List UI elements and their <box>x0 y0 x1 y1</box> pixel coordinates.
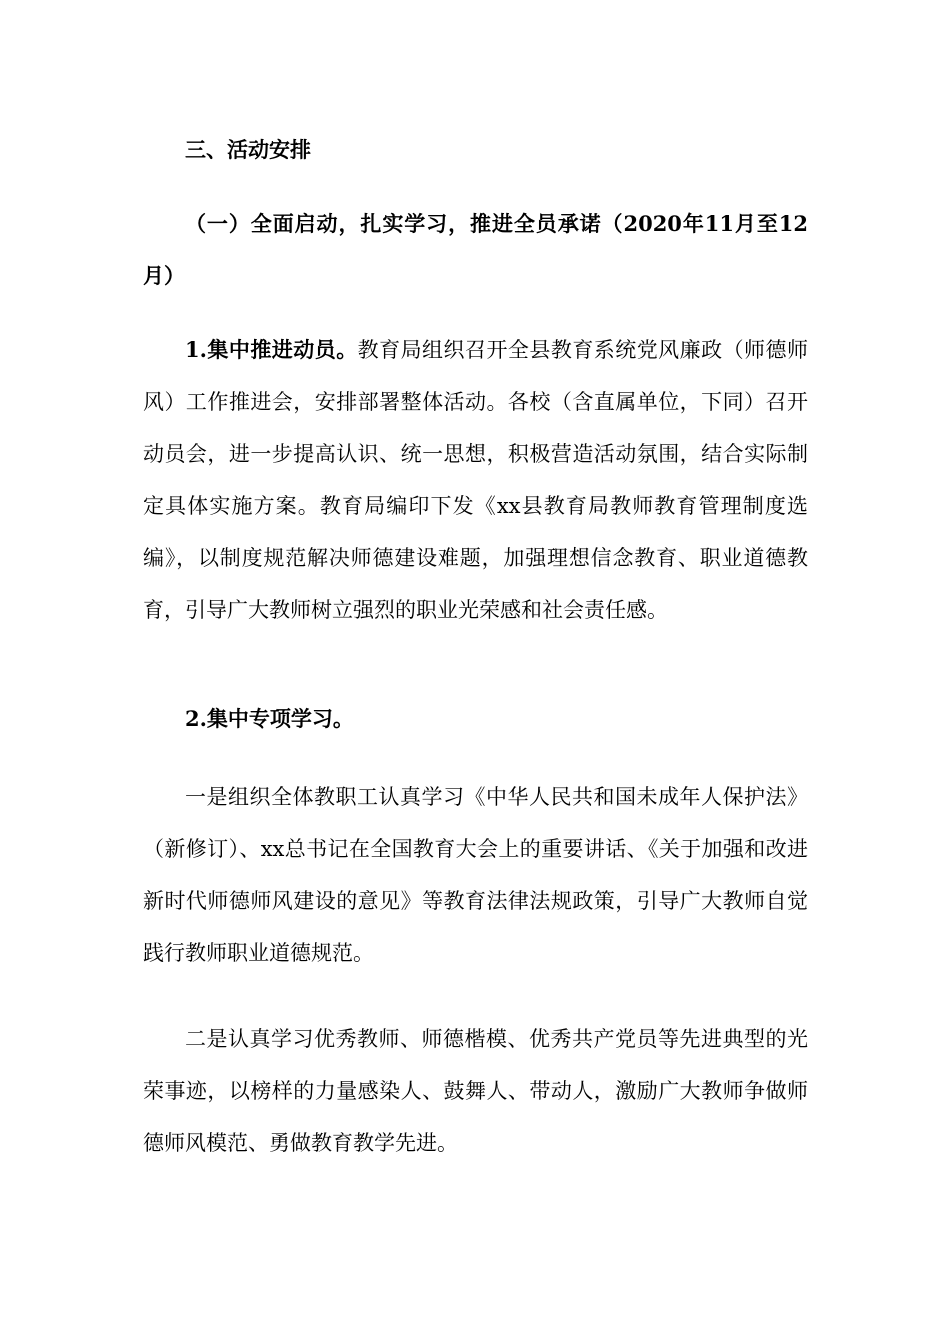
paragraph-two: 二是认真学习优秀教师、师德楷模、优秀共产党员等先进典型的光荣事迹，以榜样的力量感染人、鼓舞人、带动人，激励广大教师争做师德师风模范、勇做教育教学先进。 <box>143 1027 808 1155</box>
paragraph-one: 一是组织全体教职工认真学习《中华人民共和国未成年人保护法》（新修订）、xx总书记在全国教育大会上的重要讲话、《关于加强和改进新时代师德师风建设的意见》等教育法律法规政策，引导广大教师自觉践行教师职业道德规范。 <box>143 785 808 965</box>
item-1-title: 1.集中推进动员。 <box>185 337 358 362</box>
subsection-heading: （一）全面启动，扎实学习，推进全员承诺（2020年11月至12月） <box>143 211 808 288</box>
item-2-title: 2.集中专项学习。 <box>185 706 354 731</box>
item-1-body: 教育局组织召开全县教育系统党风廉政（师德师风）工作推进会，安排部署整体活动。各校（含直属单位，下同）召开动员会，进一步提高认识、统一思想，积极营造活动氛围，结合实际制定具体实施方案。教育局编印下发《xx县教育局教师教育管理制度选编》，以制度规范解决师德建设难题，加强理想信念教育、职业道德教育，引导广大教师树立强烈的职业光荣感和社会责任感。 <box>143 338 808 622</box>
section-heading: 三、活动安排 <box>185 137 311 162</box>
item-1-paragraph <box>143 324 808 636</box>
